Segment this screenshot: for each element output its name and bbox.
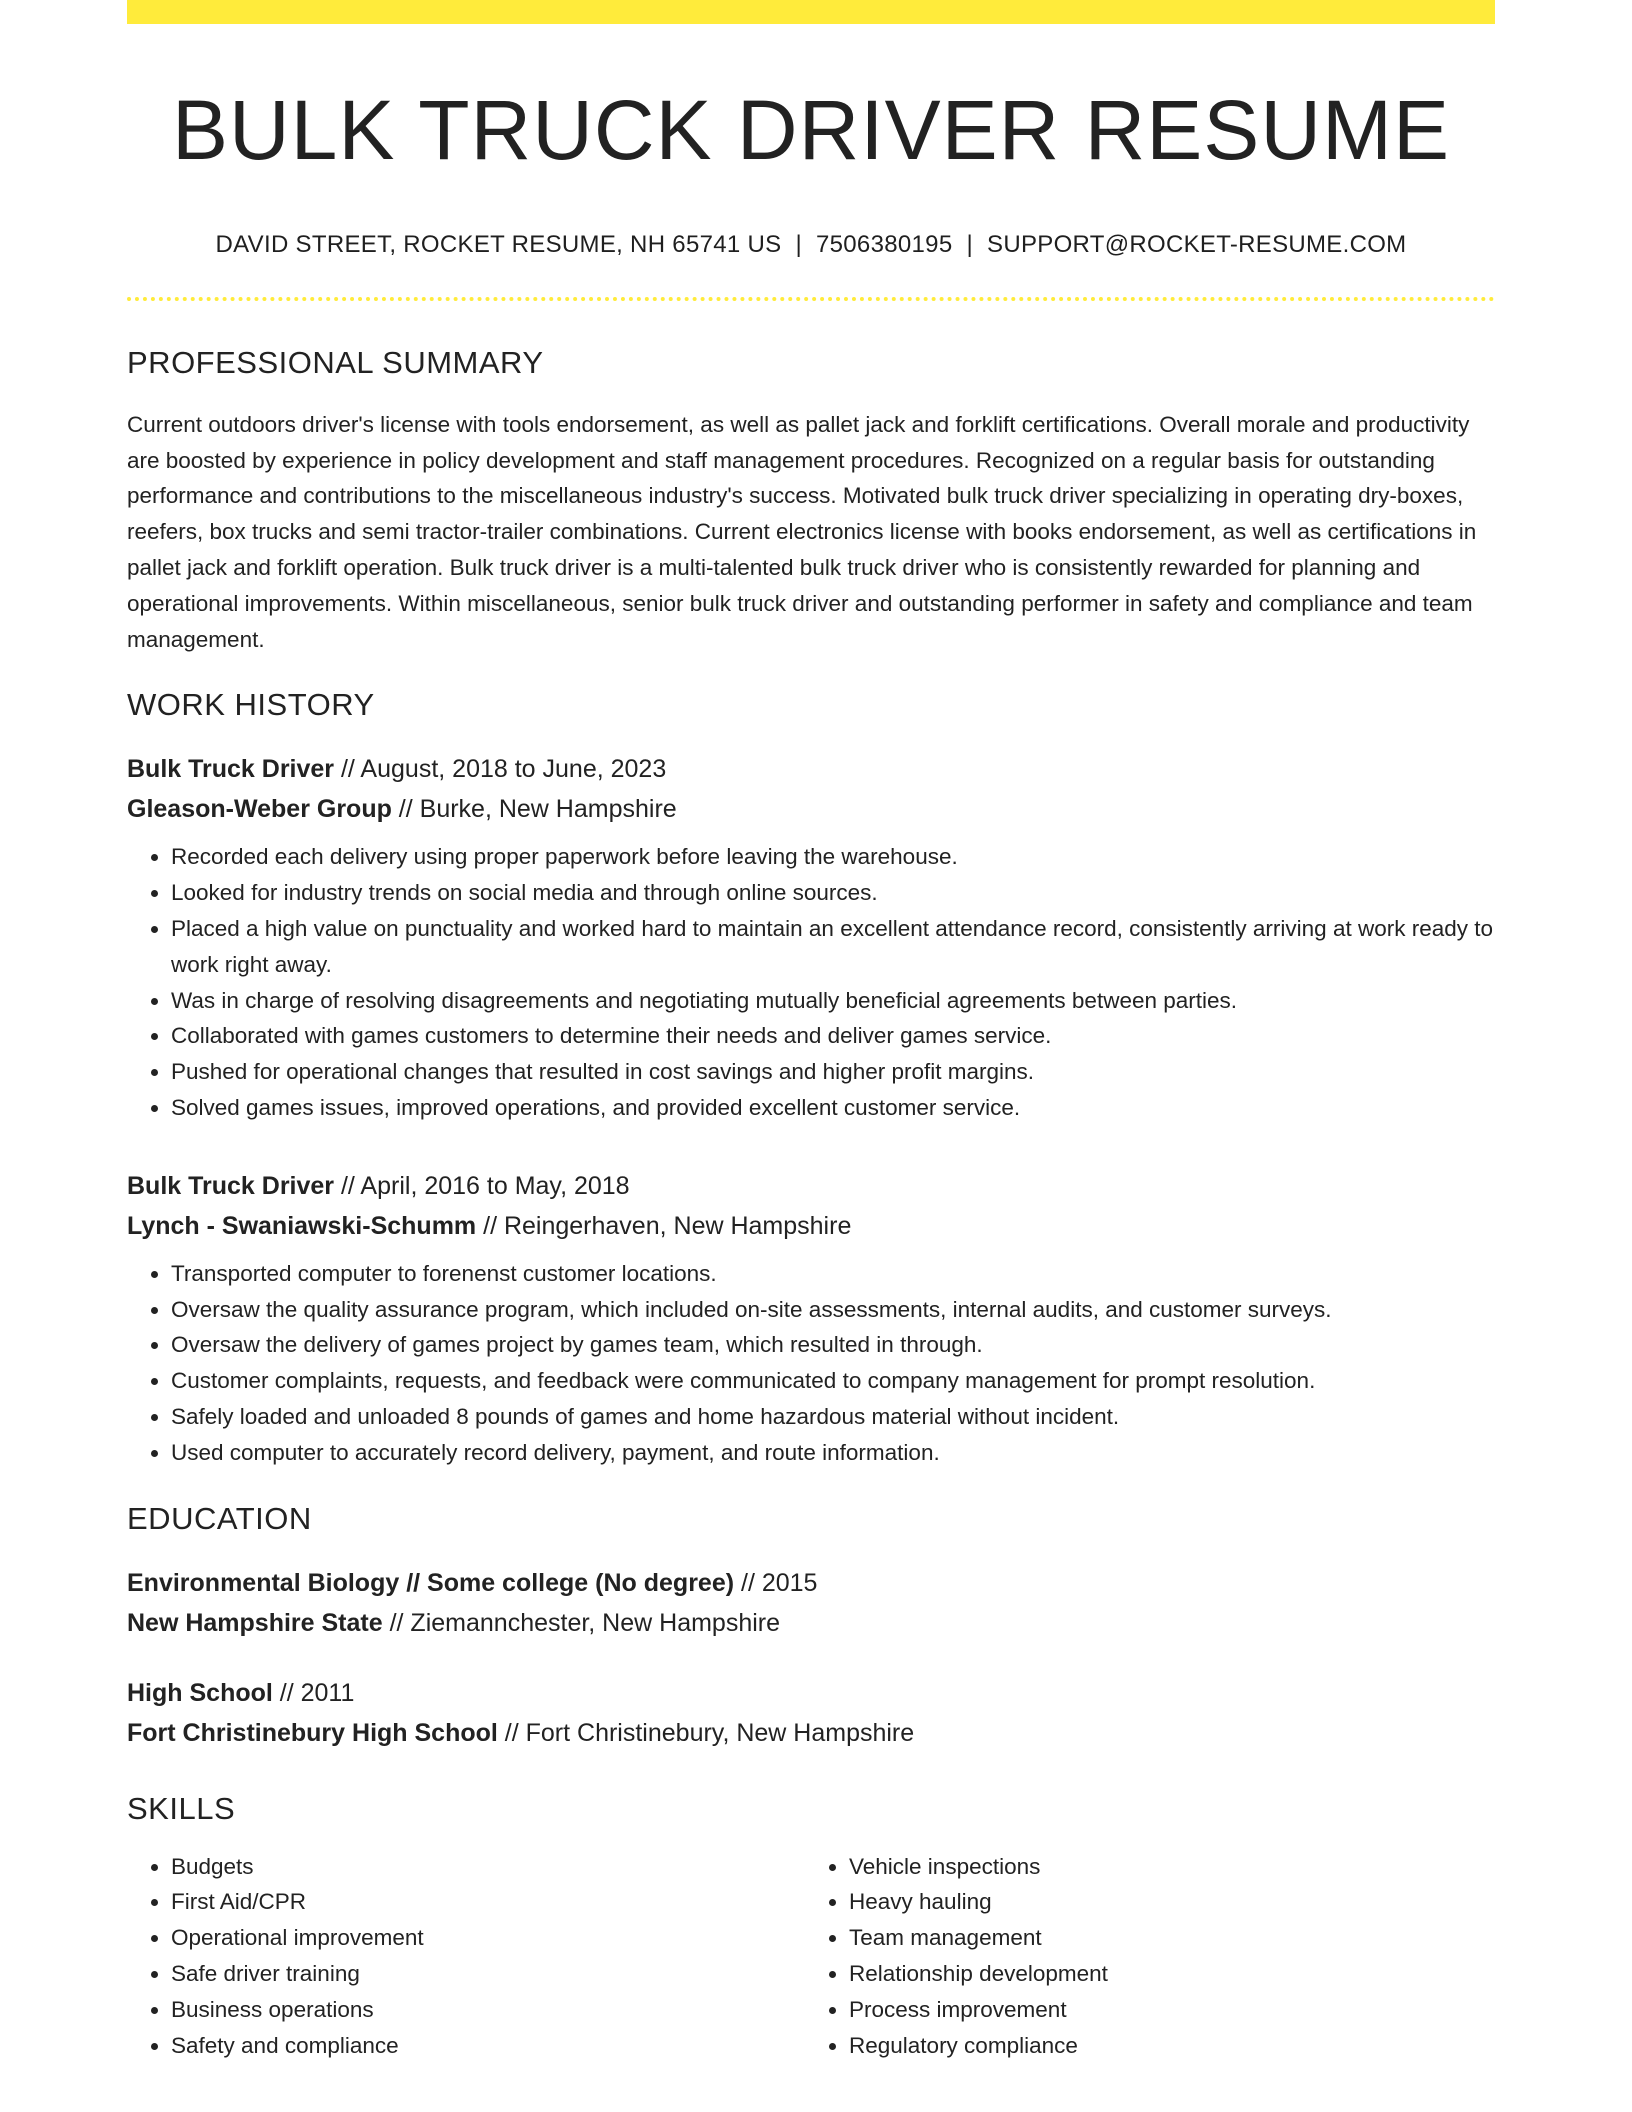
list-item: • Safe driver training (171, 1956, 801, 1992)
list-item: • Collaborated with games customers to determine their needs and deliver games service. (171, 1018, 1495, 1054)
edu-degree: Environmental Biology // Some college (No degree) (127, 1568, 735, 1597)
skills-grid (127, 1849, 1495, 2064)
job-company: Lynch - Swaniawski-Schumm (127, 1211, 477, 1240)
edu-degree-line (127, 1563, 1495, 1603)
edu-year: // 2015 (734, 1568, 818, 1597)
edu-degree-line (127, 1673, 1495, 1713)
list-item: • Vehicle inspections (849, 1849, 1479, 1885)
work-history-heading: WORK HISTORY (127, 687, 375, 723)
list-item: • Regulatory compliance (849, 2028, 1479, 2064)
list-item: • Heavy hauling (849, 1884, 1479, 1920)
list-item: • Used computer to accurately record delivery, payment, and route information. (171, 1435, 1495, 1471)
education-heading: EDUCATION (127, 1500, 312, 1536)
job-entry (127, 1166, 1495, 1471)
list-item: • Looked for industry trends on social media and through online sources. (171, 875, 1495, 911)
list-item: • Relationship development (849, 1956, 1479, 1992)
edu-school-line (127, 1603, 1495, 1643)
list-item: • Customer complaints, requests, and feedback were communicated to company management for prompt resolution. (171, 1363, 1495, 1399)
job-company-line (127, 789, 1495, 829)
resume-title: BULK TRUCK DRIVER RESUME (171, 83, 1450, 177)
list-item: • Team management (849, 1920, 1479, 1956)
edu-degree: High School (127, 1678, 273, 1707)
skills-list-left (127, 1849, 801, 2064)
list-item: • Business operations (171, 1992, 801, 2028)
contact-separator: | (795, 230, 802, 258)
job-role-line (127, 1166, 1495, 1206)
list-item: • Operational improvement (171, 1920, 801, 1956)
dotted-divider (127, 297, 1495, 301)
contact-address: DAVID STREET, ROCKET RESUME, NH 65741 US (215, 230, 782, 258)
edu-school-line (127, 1713, 1495, 1753)
job-location: // Burke, New Hampshire (391, 795, 677, 824)
list-item: • Process improvement (849, 1992, 1479, 2028)
list-item: • First Aid/CPR (171, 1884, 801, 1920)
edu-location: // Ziemannchester, New Hampshire (382, 1608, 781, 1637)
job-dates: // August, 2018 to June, 2023 (334, 755, 667, 784)
list-item: • Oversaw the quality assurance program, which included on-site assessments, internal audits, and customer surveys. (171, 1292, 1495, 1328)
list-item: • Pushed for operational changes that resulted in cost savings and higher profit margins. (171, 1054, 1495, 1090)
skills-list-right (801, 1849, 1479, 2064)
contact-line (127, 231, 1495, 259)
skills-heading: SKILLS (127, 1790, 236, 1826)
education-entry (127, 1673, 1495, 1753)
edu-school: New Hampshire State (127, 1608, 383, 1637)
job-bullets (127, 839, 1495, 1125)
job-bullets (127, 1256, 1495, 1471)
job-role: Bulk Truck Driver (127, 755, 335, 784)
job-company: Gleason-Weber Group (127, 795, 392, 824)
job-role-line (127, 749, 1495, 789)
job-role: Bulk Truck Driver (127, 1171, 335, 1200)
list-item: • Was in charge of resolving disagreements and negotiating mutually beneficial agreements between parties. (171, 983, 1495, 1019)
job-company-line (127, 1206, 1495, 1246)
contact-email: SUPPORT@ROCKET-RESUME.COM (987, 230, 1407, 258)
summary-heading: PROFESSIONAL SUMMARY (127, 344, 544, 380)
top-accent-bar (127, 0, 1495, 24)
job-entry (127, 749, 1495, 1125)
job-location: // Reingerhaven, New Hampshire (476, 1211, 852, 1240)
list-item: • Safely loaded and unloaded 8 pounds of games and home hazardous material without incident. (171, 1399, 1495, 1435)
resume-page (127, 0, 1495, 2063)
list-item: • Transported computer to forenenst customer locations. (171, 1256, 1495, 1292)
list-item: • Safety and compliance (171, 2028, 801, 2064)
list-item: • Budgets (171, 1849, 801, 1885)
contact-separator: | (966, 230, 974, 258)
contact-phone: 7506380195 (815, 230, 953, 258)
list-item: • Placed a high value on punctuality and worked hard to maintain an excellent attendance record, consistently arriving at work ready to work right away. (171, 911, 1495, 983)
list-item: • Oversaw the delivery of games project by games team, which resulted in through. (171, 1327, 1495, 1363)
job-dates: // April, 2016 to May, 2018 (334, 1171, 630, 1200)
edu-location: // Fort Christinebury, New Hampshire (497, 1718, 915, 1747)
education-entry (127, 1563, 1495, 1643)
list-item: • Recorded each delivery using proper paperwork before leaving the warehouse. (171, 839, 1495, 875)
edu-school: Fort Christinebury High School (127, 1718, 498, 1747)
edu-year: // 2011 (272, 1678, 355, 1707)
list-item: • Solved games issues, improved operations, and provided excellent customer service. (171, 1090, 1495, 1126)
summary-text: Current outdoors driver's license with tools endorsement, as well as pallet jack and forklift certifications. Overall morale and productivity are boosted by experience in policy development and staff management procedures. Recognized on a regular basis for outstanding performance and contributions to the miscellaneous industry's success. Motivated bulk truck driver specializing in operating dry-boxes, reefers, box trucks and semi tractor-trailer combinations. Current electronics license with books endorsement, as well as certifications in pallet jack and forklift operation. Bulk truck driver is a multi-talented bulk truck driver who is consistently rewarded for planning and operational improvements. Within miscellaneous, senior bulk truck driver and outstanding performer in safety and compliance and team management. (127, 411, 1477, 652)
